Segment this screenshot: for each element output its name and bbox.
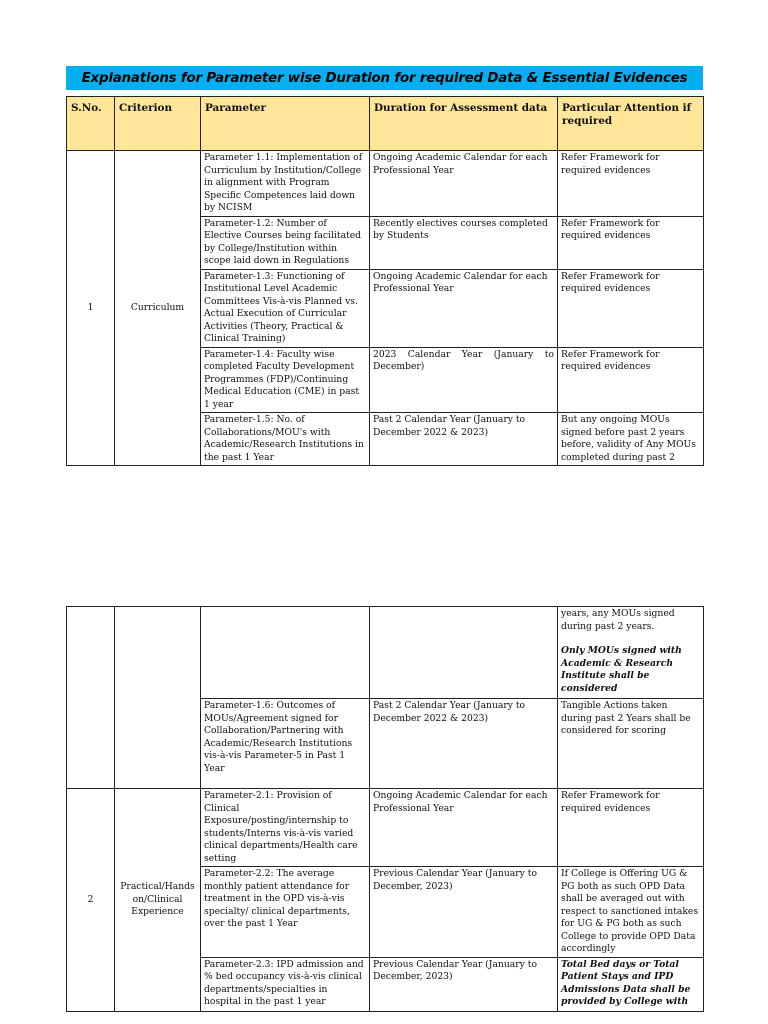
parameter-cell: Parameter-1.5: No. of Collaborations/MOU's with Academic/Research Institutions in the past 1 Year: [201, 413, 370, 466]
duration-cell: Ongoing Academic Calendar for each Professional Year: [370, 789, 558, 867]
duration-cell: Ongoing Academic Calendar for each Professional Year: [370, 269, 558, 347]
attention-cell: [558, 607, 704, 699]
parameter-table-part2: [66, 606, 704, 1012]
attention-cell: Total Bed days or Total Patient Stays and IPD Admissions Data shall be provided by College with: [558, 957, 704, 1011]
duration-cell: Past 2 Calendar Year (January to December 2022 & 2023): [370, 413, 558, 466]
attention-cell: Refer Framework for required evidences: [558, 269, 704, 347]
duration-cell: Ongoing Academic Calendar for each Professional Year: [370, 151, 558, 217]
attention-emphasis: Only MOUs signed with Academic & Research Institute shall be considered: [561, 645, 682, 694]
header-duration: Duration for Assessment data: [370, 97, 558, 151]
parameter-table-part1: [66, 96, 704, 466]
header-sno: S.No.: [67, 97, 115, 151]
parameter-cell: Parameter-2.2: The average monthly patient attendance for treatment in the OPD vis-à-vis specialty/ clinical departments, over the past 1 Year: [201, 867, 370, 958]
parameter-cell: Parameter 1.1: Implementation of Curriculum by Institution/College in alignment with Program Specific Competences laid down by NCISM: [201, 151, 370, 217]
parameter-cell: Parameter-1.2: Number of Elective Courses being facilitated by College/Institution within scope laid down in Regulations: [201, 216, 370, 269]
table-row: [67, 789, 704, 867]
criterion-cell: Curriculum: [115, 151, 201, 466]
attention-cell: But any ongoing MOUs signed before past 2 years before, validity of Any MOUs completed during past 2: [558, 413, 704, 466]
parameter-cell: Parameter-2.1: Provision of Clinical Exposure/posting/internship to students/Interns vis-à-vis varied clinical departments/Health care setting: [201, 789, 370, 867]
duration-cell-empty: [370, 607, 558, 699]
parameter-cell-empty: [201, 607, 370, 699]
attention-cell: If College is Offering UG & PG both as such OPD Data shall be averaged out with respect to sanctioned intakes for UG & PG both as such College to provide OPD Data accordingly: [558, 867, 704, 958]
criterion-cell-empty: [115, 607, 201, 789]
attention-cell: Tangible Actions taken during past 2 Years shall be considered for scoring: [558, 699, 704, 789]
sno-cell: 1: [67, 151, 115, 466]
sno-cell: 2: [67, 789, 115, 1012]
header-parameter: Parameter: [201, 97, 370, 151]
document-title-banner: [66, 66, 703, 90]
attention-cell: Refer Framework for required evidences: [558, 347, 704, 413]
header-attention: Particular Attention if required: [558, 97, 704, 151]
table-header-row: [67, 97, 704, 151]
attention-cell: Refer Framework for required evidences: [558, 216, 704, 269]
duration-cell: Previous Calendar Year (January to December, 2023): [370, 957, 558, 1011]
attention-cell: Refer Framework for required evidences: [558, 151, 704, 217]
parameter-cell: Parameter-1.4: Faculty wise completed Faculty Development Programmes (FDP)/Continuing Medical Education (CME) in past 1 year: [201, 347, 370, 413]
duration-cell: Recently electives courses completed by Students: [370, 216, 558, 269]
parameter-cell: Parameter-1.3: Functioning of Institutional Level Academic Committees Vis-à-vis Planned vs. Actual Execution of Curricular Activities (Theory, Practical & Clinical Training): [201, 269, 370, 347]
duration-cell: Previous Calendar Year (January to December, 2023): [370, 867, 558, 958]
parameter-cell: Parameter-2.3: IPD admission and % bed occupancy vis-à-vis clinical departments/specialties in hospital in the past 1 year: [201, 957, 370, 1011]
attention-cell: Refer Framework for required evidences: [558, 789, 704, 867]
parameter-cell: Parameter-1.6: Outcomes of MOUs/Agreement signed for Collaboration/Partnering with Academic/Research Institutions vis-à-vis Parameter-5 in Past 1 Year: [201, 699, 370, 789]
document-title: Explanations for Parameter wise Duration for required Data & Essential Evidences: [81, 70, 688, 86]
criterion-cell: Practical/Hands on/Clinical Experience: [115, 789, 201, 1012]
header-criterion: Criterion: [115, 97, 201, 151]
duration-cell: 2023 Calendar Year (January to December): [370, 347, 558, 413]
sno-cell-empty: [67, 607, 115, 789]
table-row: [67, 151, 704, 217]
attention-continued-text: years, any MOUs signed during past 2 years.: [561, 608, 675, 632]
table-row-continued: [67, 607, 704, 699]
duration-cell: Past 2 Calendar Year (January to December 2022 & 2023): [370, 699, 558, 789]
